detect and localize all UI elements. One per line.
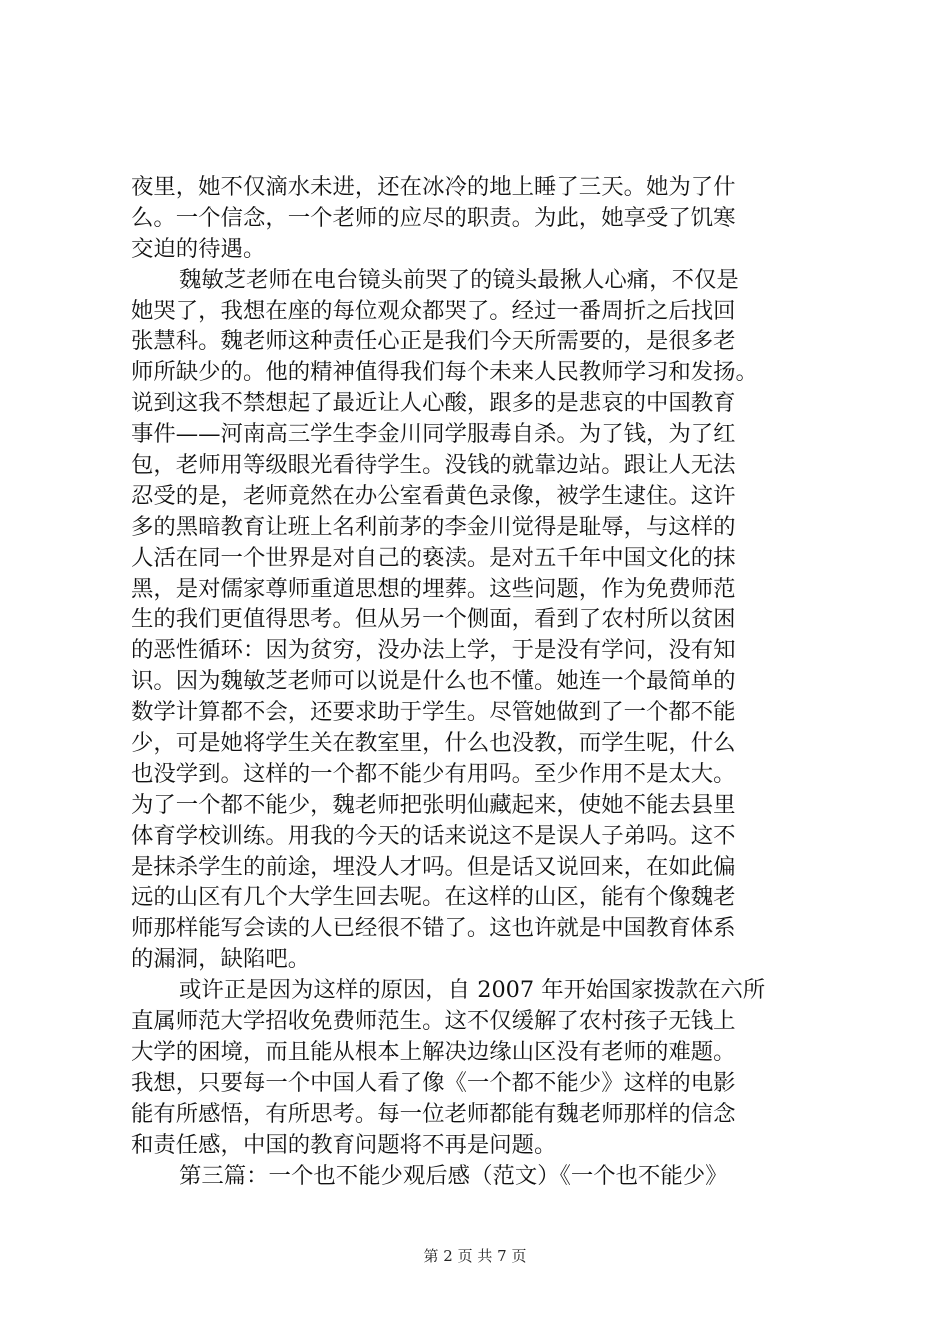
page-footer	[0, 1247, 950, 1265]
text-line: 张慧科。魏老师这种责任心正是我们今天所需要的，是很多老	[131, 328, 736, 355]
text-line: 夜里，她不仅滴水未进，还在冰冷的地上睡了三天。她为了什	[131, 174, 736, 200]
text-line: 和责任感，中国的教育问题将不再是问题。	[131, 1131, 557, 1158]
text-line: 人活在同一个世界是对自己的亵渎。是对五千年中国文化的抹	[131, 544, 736, 571]
text-line: 生的我们更值得思考。但从另一个侧面，看到了农村所以贫困	[131, 606, 736, 633]
document-body	[131, 172, 835, 1191]
text-line: 体育学校训练。用我的今天的话来说这不是误人子弟吗。这不	[131, 822, 736, 849]
text-line: 交迫的待遇。	[131, 235, 266, 262]
text-line: 数学计算都不会，还要求助于学生。尽管她做到了一个都不能	[131, 699, 736, 726]
text-line: 是抹杀学生的前途，埋没人才吗。但是话又说回来，在如此偏	[131, 853, 736, 880]
text-line: 也没学到。这样的一个都不能少有用吗。至少作用不是太大。	[131, 760, 736, 787]
text-line: 少，可是她将学生关在教室里，什么也没教，而学生呢，什么	[131, 730, 736, 757]
text-line: 直属师范大学招收免费师范生。这不仅缓解了农村孩子无钱上	[131, 1008, 736, 1035]
text-line: 师所缺少的。他的精神值得我们每个未来人民教师学习和发扬。	[131, 359, 758, 386]
text-line: 黑，是对儒家尊师重道思想的埋葬。这些问题，作为免费师范	[131, 575, 736, 602]
text-line: 远的山区有几个大学生回去呢。在这样的山区，能有个像魏老	[131, 884, 736, 911]
text-line: 我想，只要每一个中国人看了像《一个都不能少》这样的电影	[131, 1069, 736, 1096]
text-line: 事件——河南高三学生李金川同学服毒自杀。为了钱，为了红	[131, 421, 736, 448]
text-line: 包，老师用等级眼光看待学生。没钱的就靠边站。跟让人无法	[131, 452, 736, 479]
text-line: 能有所感悟，有所思考。每一位老师都能有魏老师那样的信念	[131, 1100, 736, 1127]
text-line: 为了一个都不能少，魏老师把张明仙藏起来，使她不能去县里	[131, 791, 736, 818]
text-line: 的漏洞，缺陷吧。	[131, 946, 311, 973]
text-line: 的恶性循环：因为贫穷，没办法上学，于是没有学问，没有知	[131, 637, 736, 664]
paragraph-start-line: 魏敏芝老师在电台镜头前哭了的镜头最揪人心痛，不仅是	[179, 266, 739, 293]
paragraph-start-line: 或许正是因为这样的原因，自 2007 年开始国家拨款在六所	[179, 977, 766, 1004]
text-line: 多的黑暗教育让班上名利前茅的李金川觉得是耻辱，与这样的	[131, 513, 736, 540]
text-line: 忍受的是，老师竟然在办公室看黄色录像，被学生逮住。这许	[131, 482, 736, 509]
text-line: 么。一个信念，一个老师的应尽的职责。为此，她享受了饥寒	[131, 204, 736, 231]
text-line: 大学的困境，而且能从根本上解决边缘山区没有老师的难题。	[131, 1038, 736, 1065]
text-line: 说到这我不禁想起了最近让人心酸，跟多的是悲哀的中国教育	[131, 390, 736, 417]
text-line: 师那样能写会读的人已经很不错了。这也许就是中国教育体系	[131, 915, 736, 942]
section-heading-line: 第三篇：一个也不能少观后感（范文）《一个也不能少》	[179, 1162, 728, 1189]
text-line: 她哭了，我想在座的每位观众都哭了。经过一番周折之后找回	[131, 297, 736, 324]
page-number: 第 2 页 共 7 页	[423, 1247, 527, 1265]
text-line: 识。因为魏敏芝老师可以说是什么也不懂。她连一个最简单的	[131, 668, 736, 695]
